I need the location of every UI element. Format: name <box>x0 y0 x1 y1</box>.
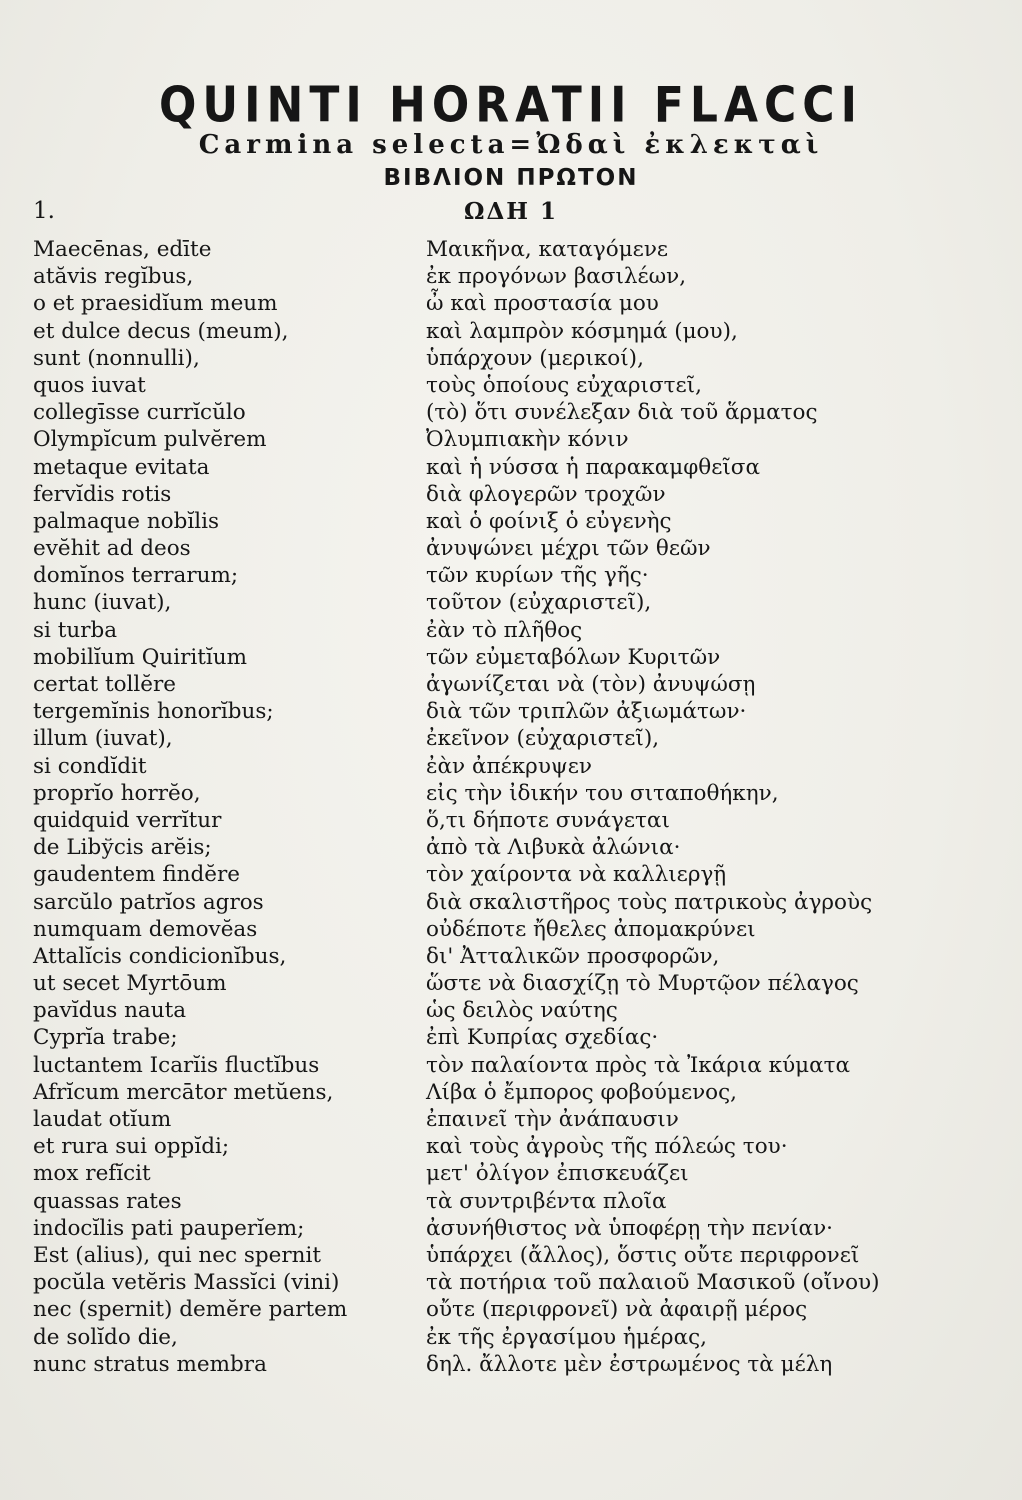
latin-verse-line: illum (iuvat), <box>33 726 173 752</box>
latin-verse-line: Est (alius), qui nec spernit <box>33 1242 322 1268</box>
latin-verse-line: numquam demovĕas <box>33 916 258 942</box>
greek-verse-line: διὰ σκαλιστῆρος τοὺς πατρικοὺς ἀγροὺς <box>426 889 873 915</box>
greek-verse-line: καὶ ἡ νύσσα ἡ παρακαμφθεῖσα <box>426 454 760 480</box>
latin-verse-line: proprĭo horrĕo, <box>33 780 201 806</box>
greek-verse-line: ὑπάρχουν (μερικοί), <box>426 345 644 371</box>
latin-verse-line: quidquid verrĭtur <box>33 807 222 833</box>
book-heading: ΒΙΒΛΙΟΝ ΠΡΩΤΟΝ <box>383 165 639 191</box>
greek-verse-line: ἀσυνήθιστος νὰ ὑποφέρῃ τὴν πενίαν· <box>426 1215 833 1241</box>
latin-verse-line: quos iuvat <box>33 372 146 398</box>
greek-verse-line: Λίβα ὁ ἔμπορος φοβούμενος, <box>426 1079 738 1105</box>
latin-verse-line: et dulce decus (meum), <box>33 318 289 344</box>
latin-verse-line: palmaque nobĭlis <box>33 508 220 534</box>
latin-verse-line: certat tollĕre <box>33 672 177 697</box>
latin-verse-line: nec (spernit) demĕre partem <box>33 1297 348 1323</box>
latin-verse-line: si turba <box>33 617 118 643</box>
greek-verse-line: διὰ τῶν τριπλῶν ἀξιωμάτων· <box>426 699 747 725</box>
greek-verse-line: (τὸ) ὅτι συνέλεξαν διὰ τοῦ ἅρματος <box>426 400 818 426</box>
latin-verse-line: Attalĭcis condicionĭbus, <box>33 943 287 969</box>
latin-verse-line: gaudentem findĕre <box>33 862 241 888</box>
latin-verse-line: atăvis regĭbus, <box>33 264 194 290</box>
latin-verse-line: indocĭlis pati pauperĭem; <box>33 1215 305 1241</box>
greek-verse-line: ὦ καὶ προστασία μου <box>426 291 659 317</box>
latin-verse-line: laudat otĭum <box>33 1107 172 1132</box>
latin-verse-line: quassas rates <box>33 1188 182 1214</box>
greek-verse-line: τῶν εὐμεταβόλων Κυριτῶν <box>426 644 721 670</box>
latin-verse-line: mox refĭcit <box>33 1161 151 1187</box>
greek-verse-line: ἐπὶ Κυπρίας σχεδίας· <box>426 1025 659 1051</box>
greek-verse-line: καὶ λαμπρὸν κόσμημά (μου), <box>426 318 738 344</box>
greek-verse-line: ὅ,τι δήποτε συνάγεται <box>426 807 670 833</box>
greek-verse-line: διὰ φλογερῶν τροχῶν <box>426 481 666 507</box>
greek-verse-line: τῶν κυρίων τῆς γῆς· <box>426 563 649 589</box>
latin-verse-line: de Libўcis arĕis; <box>33 835 212 861</box>
page-title: QUINTI HORATII FLACCI <box>159 76 863 135</box>
greek-verse-line: ὥστε νὰ διασχίζῃ τὸ Μυρτῷον πέλαγος <box>426 971 859 997</box>
greek-translation-column <box>426 236 880 1378</box>
latin-verse-line: sunt (nonnulli), <box>33 345 200 371</box>
latin-verse-line: Olympĭcum pulvĕrem <box>33 427 267 453</box>
greek-verse-line: ἐκ τῆς ἐργασίμου ἡμέρας, <box>426 1324 707 1350</box>
page-subtitle: Carmina selecta=Ὠδαὶ ἐκλεκταὶ <box>198 130 824 160</box>
greek-verse-line: καὶ ὁ φοίνιξ ὁ εὐγενὴς <box>426 508 672 534</box>
greek-verse-line: δι' Ἀτταλικῶν προσφορῶν, <box>426 943 720 969</box>
greek-verse-line: οὔτε (περιφρονεῖ) νὰ ἀφαιρῇ μέρος <box>426 1297 808 1323</box>
greek-verse-line: δηλ. ἄλλοτε μὲν ἐστρωμένος τὰ μέλη <box>426 1351 833 1377</box>
latin-verse-line: fervĭdis rotis <box>33 481 172 507</box>
greek-verse-line: τοὺς ὁποίους εὐχαριστεῖ, <box>426 372 702 398</box>
latin-verse-line: domĭnos terrarum; <box>33 563 239 589</box>
greek-verse-line: καὶ τοὺς ἀγροὺς τῆς πόλεώς του· <box>426 1134 788 1160</box>
latin-verse-line: pocŭla vetĕris Massĭci (vini) <box>33 1270 340 1296</box>
greek-verse-line: τὰ συντριβέντα πλοῖα <box>426 1188 667 1214</box>
greek-verse-line: τὸν χαίροντα νὰ καλλιεργῇ <box>426 862 727 888</box>
latin-verse-line: et rura sui oppĭdi; <box>33 1134 230 1160</box>
latin-verse-line: Afrĭcum mercātor metŭens, <box>33 1079 334 1105</box>
greek-verse-line: ὡς δειλὸς ναύτης <box>426 998 618 1024</box>
latin-verse-line: pavĭdus nauta <box>33 998 187 1024</box>
greek-verse-line: οὐδέποτε ἤθελες ἀπομακρύνει <box>426 916 756 942</box>
greek-verse-line: ὑπάρχει (ἄλλος), ὅστις οὔτε περιφρονεῖ <box>426 1242 860 1268</box>
greek-verse-line: ἐὰν τὸ πλῆθος <box>426 617 583 643</box>
ode-number: 1. <box>33 198 55 224</box>
latin-verse-line: metaque evitata <box>33 454 210 480</box>
latin-text-column <box>33 236 347 1378</box>
greek-verse-line: τὰ ποτήρια τοῦ παλαιοῦ Μασικοῦ (οἴνου) <box>426 1270 880 1296</box>
latin-verse-line: o et praesidĭum meum <box>33 291 278 317</box>
latin-verse-line: de solĭdo die, <box>33 1324 178 1350</box>
latin-verse-line: mobilĭum Quiritĭum <box>33 644 248 670</box>
greek-verse-line: ἀγωνίζεται νὰ (τὸν) ἀνυψώσῃ <box>426 672 756 697</box>
latin-verse-line: sarcŭlo patrĭos agros <box>33 889 264 915</box>
latin-verse-line: collegīsse currĭcŭlo <box>33 400 246 426</box>
latin-verse-line: ut secet Myrtōum <box>33 971 227 997</box>
greek-verse-line: ἐπαινεῖ τὴν ἀνάπαυσιν <box>426 1107 679 1132</box>
latin-verse-line: Cyprĭa trabe; <box>33 1025 178 1051</box>
greek-verse-line: εἰς τὴν ἰδικήν του σιταποθήκην, <box>426 780 779 806</box>
greek-verse-line: τὸν παλαίοντα πρὸς τὰ Ἰκάρια κύματα <box>426 1052 851 1078</box>
greek-verse-line: Μαικῆνα, καταγόμενε <box>426 237 669 262</box>
ode-heading: ΩΔΗ 1 <box>463 198 559 225</box>
greek-verse-line: ἐὰν ἀπέκρυψεν <box>426 753 592 779</box>
greek-verse-line: τοῦτον (εὐχαριστεῖ), <box>426 590 652 616</box>
greek-verse-line: ἀπὸ τὰ Λιβυκὰ ἀλώνια· <box>426 835 681 861</box>
greek-verse-line: μετ' ὀλίγον ἐπισκευάζει <box>426 1161 689 1187</box>
greek-verse-line: ἀνυψώνει μέχρι τῶν θεῶν <box>426 536 711 562</box>
latin-verse-line: luctantem Icarĭis fluctĭbus <box>33 1052 320 1078</box>
greek-verse-line: Ὀλυμπιακὴν κόνιν <box>426 427 629 453</box>
latin-verse-line: hunc (iuvat), <box>33 590 172 616</box>
latin-verse-line: Maecēnas, edīte <box>33 237 212 262</box>
latin-verse-line: evĕhit ad deos <box>33 536 191 562</box>
greek-verse-line: ἐκεῖνον (εὐχαριστεῖ), <box>426 726 660 752</box>
greek-verse-line: ἐκ προγόνων βασιλέων, <box>426 264 687 290</box>
latin-verse-line: nunc stratus membra <box>33 1351 267 1377</box>
latin-verse-line: tergemĭnis honorĭbus; <box>33 699 274 725</box>
latin-verse-line: si condĭdit <box>33 753 147 779</box>
